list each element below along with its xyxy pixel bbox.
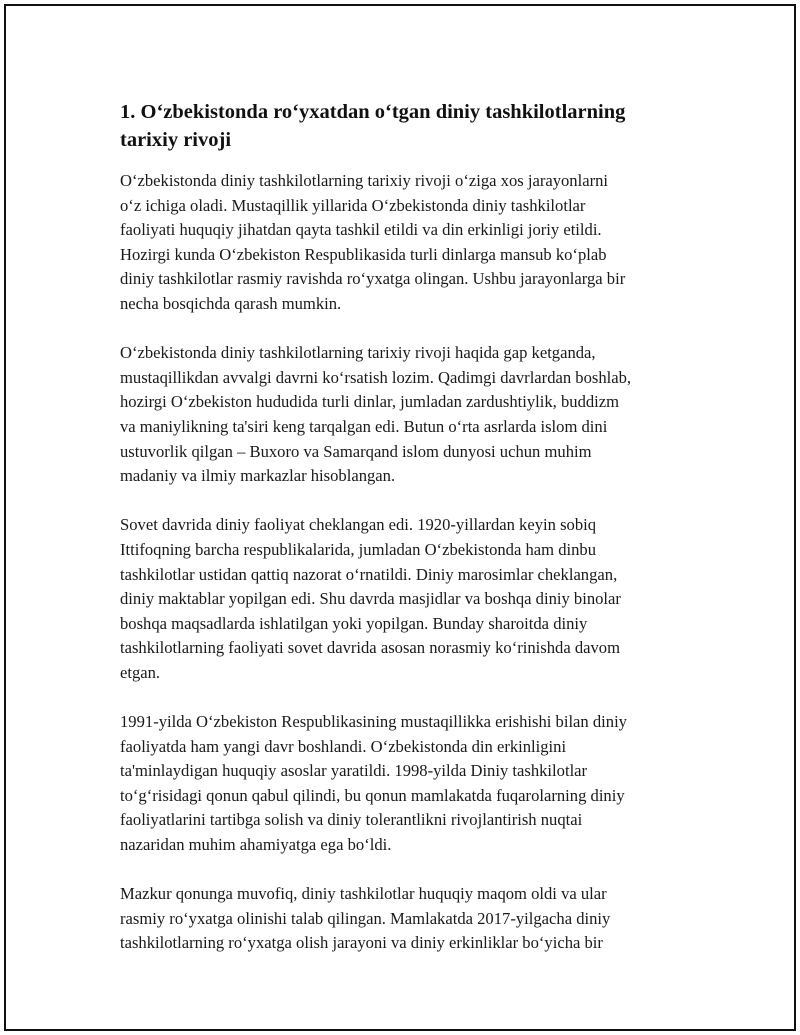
text-line: tashkilotlarning ro‘yxatga olish jarayoni va diniy erkinliklar bo‘yicha bir xyxy=(120,933,603,953)
text-line: faoliyatda ham yangi davr boshlandi. O‘zbekistonda din erkinligini xyxy=(120,736,567,756)
text-line: diniy tashkilotlar rasmiy ravishda ro‘yxatga olingan. Ushbu jarayonlarga bir xyxy=(120,269,626,289)
text-line: madaniy va ilmiy markazlar hisoblangan. xyxy=(120,466,396,486)
text-line: o‘z ichiga oladi. Mustaqillik yillarida O‘zbekistonda diniy tashkilotlar xyxy=(120,195,586,215)
text-line: rasmiy ro‘yxatga olinishi talab qilingan. Mamlakatda 2017-yilgacha diniy xyxy=(120,908,611,928)
text-line: tashkilotlarning faoliyati sovet davrida asosan norasmiy ko‘rinishda davom xyxy=(120,638,621,658)
text-line: ta'minlaydigan huquqiy asoslar yaratildi. 1998-yilda Diniy tashkilotlar xyxy=(120,761,588,781)
page-frame xyxy=(4,4,796,1031)
paragraph-2 xyxy=(120,341,690,489)
text-line: faoliyati huquqiy jihatdan qayta tashkil etildi va din erkinligi joriy etildi. xyxy=(120,220,602,240)
text-line: etgan. xyxy=(120,662,161,682)
text-line: to‘g‘risidagi qonun qabul qilindi, bu qonun mamlakatda fuqarolarning diniy xyxy=(120,785,625,805)
title-line: 1. O‘zbekistonda ro‘yxatdan o‘tgan diniy tashkilotlarning xyxy=(120,101,626,123)
text-line: boshqa maqsadlarda ishlatilgan yoki yopilgan. Bunday sharoitda diniy xyxy=(120,613,588,633)
text-line: tashkilotlar ustidan qattiq nazorat o‘rnatildi. Diniy marosimlar cheklangan, xyxy=(120,564,618,584)
text-line: nazaridan muhim ahamiyatga ega bo‘ldi. xyxy=(120,835,392,855)
text-line: ustuvorlik qilgan – Buxoro va Samarqand islom dunyosi uchun muhim xyxy=(120,441,592,461)
text-line: necha bosqichda qarash mumkin. xyxy=(120,293,342,313)
text-line: O‘zbekistonda diniy tashkilotlarning tarixiy rivoji haqida gap ketganda, xyxy=(120,343,596,363)
paragraph-1 xyxy=(120,169,690,317)
text-line: Hozirgi kunda O‘zbekiston Respublikasida turli dinlarga mansub ko‘plab xyxy=(120,244,607,264)
page-title xyxy=(120,98,690,154)
text-line: diniy maktablar yopilgan edi. Shu davrda masjidlar va boshqa diniy binolar xyxy=(120,589,621,609)
text-line: Mazkur qonunga muvofiq, diniy tashkilotlar huquqiy maqom oldi va ular xyxy=(120,884,607,904)
text-line: Ittifoqning barcha respublikalarida, jumladan O‘zbekistonda ham dinbu xyxy=(120,539,597,559)
paragraph-5 xyxy=(120,882,690,956)
text-line: hozirgi O‘zbekiston hududida turli dinlar, jumladan zardushtiylik, buddizm xyxy=(120,392,620,412)
title-line: tarixiy rivoji xyxy=(120,129,232,151)
text-line: faoliyatlarini tartibga solish va diniy tolerantlikni rivojlantirish nuqtai xyxy=(120,810,583,830)
text-line: mustaqillikdan avvalgi davrni ko‘rsatish lozim. Qadimgi davrlardan boshlab, xyxy=(120,367,632,387)
paragraph-4 xyxy=(120,710,690,858)
text-line: va maniylikning ta'siri keng tarqalgan edi. Butun o‘rta asrlarda islom dini xyxy=(120,416,608,436)
text-line: O‘zbekistonda diniy tashkilotlarning tarixiy rivoji o‘ziga xos jarayonlarni xyxy=(120,171,609,190)
text-line: 1991-yilda O‘zbekiston Respublikasining mustaqillikka erishishi bilan diniy xyxy=(120,712,627,732)
document-body xyxy=(120,98,690,981)
text-line: Sovet davrida diniy faoliyat cheklangan edi. 1920-yillardan keyin sobiq xyxy=(120,515,597,535)
paragraph-3 xyxy=(120,513,690,685)
